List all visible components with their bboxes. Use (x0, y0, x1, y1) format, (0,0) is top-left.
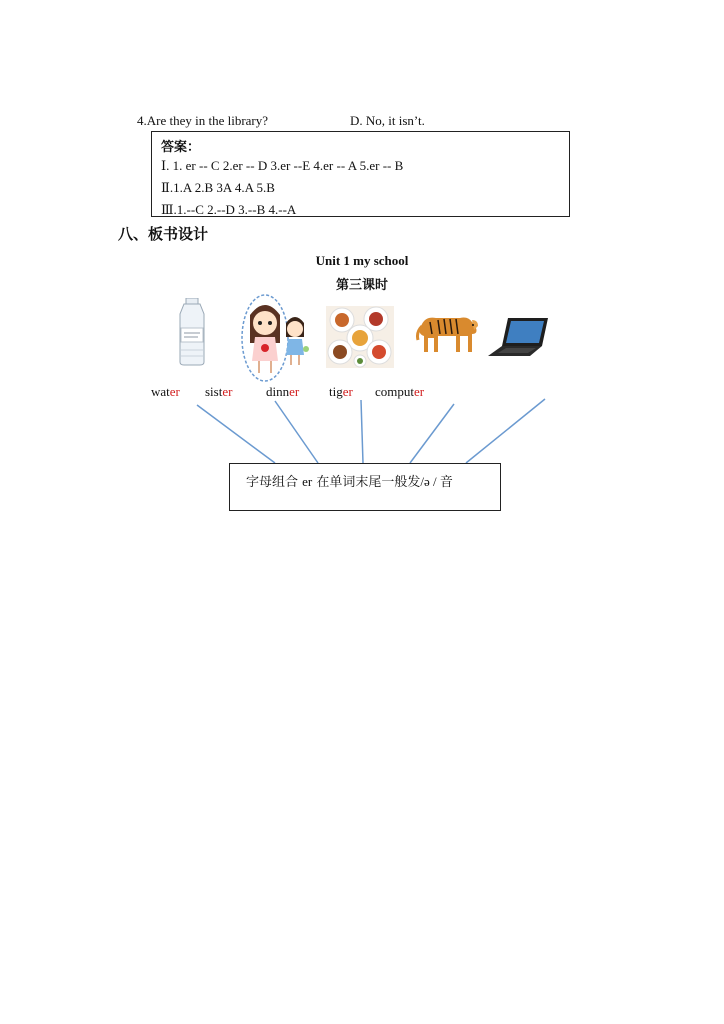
word-water: water (151, 384, 180, 399)
connector-computer (466, 399, 545, 463)
question-4-text: 4.Are they in the library? (137, 113, 269, 128)
answer-line-3: Ⅲ.1.--C 2.--D 3.--B 4.--A (161, 202, 297, 217)
connector-tiger (410, 404, 454, 463)
rule-text: 字母组合 er 在单词末尾一般发/ə / 音 (246, 474, 453, 490)
word-tiger: tiger (329, 384, 353, 399)
rule-box (229, 463, 501, 511)
answer-line-1: Ⅰ. 1. er -- C 2.er -- D 3.er --E 4.er -- A 5.er -- B (161, 158, 404, 173)
board-unit-title: Unit 1 my school (315, 253, 409, 268)
word-computer: computer (375, 384, 425, 399)
word-dinner: dinner (266, 384, 300, 399)
answer-line-2: Ⅱ.1.A 2.B 3A 4.A 5.B (161, 180, 275, 195)
word-sister: sister (205, 384, 233, 399)
board-lesson-title: 第三课时 (335, 278, 388, 293)
section-heading: 八、板书设计 (118, 225, 209, 243)
question-4-option: D. No, it isn’t. (350, 113, 425, 128)
connector-dinner (361, 400, 363, 463)
connector-water (197, 405, 275, 463)
connector-sister (275, 401, 318, 463)
answer-title: 答案： (161, 140, 201, 155)
